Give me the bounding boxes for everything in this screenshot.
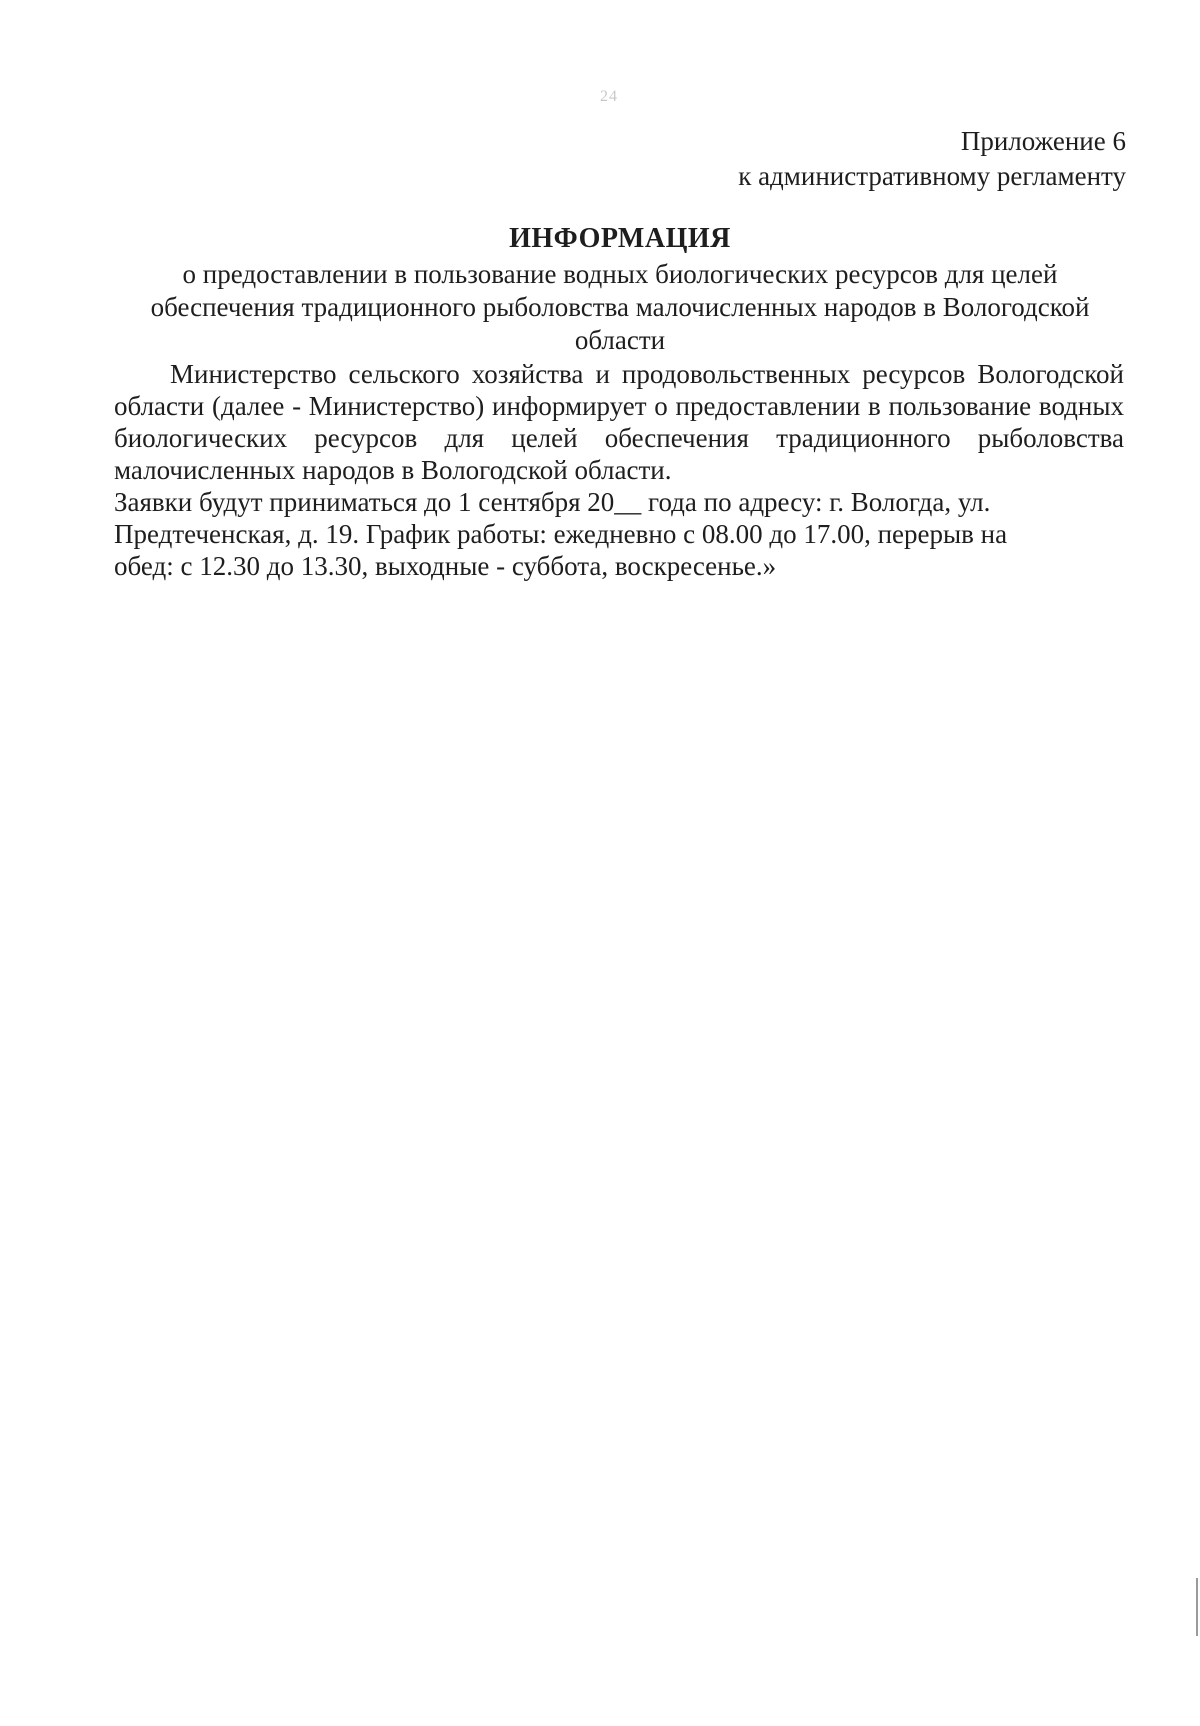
body-paragraph: Министерство сельского хозяйства и продовольственных ресурсов Вологодской области (далее - Министерство) информирует о предоставлении в пользование водных биологических ресурсов для целей обеспечения традиционного рыболовства малочисленных народов в Вологодской области. [114, 359, 1124, 485]
body-line-3: обед: с 12.30 до 13.30, выходные - суббота, воскресенье.» [114, 551, 777, 581]
appendix-number: Приложение 6 [960, 126, 1126, 156]
body-line-1: Заявки будут приниматься до 1 сентября 20__ года по адресу: г. Вологда, ул. [114, 487, 991, 517]
scan-edge-mark [1196, 1578, 1198, 1636]
appendix-regulation: к административному регламенту [738, 161, 1126, 191]
document-subtitle: о предоставлении в пользование водных биологических ресурсов для целей обеспечения традиционного рыболовства малочисленных народов в Вологодской области [150, 259, 1090, 355]
page-number: 24 [600, 88, 618, 105]
title-block [110, 222, 1130, 357]
document-body [114, 358, 1124, 582]
body-line-2: Предтеченская, д. 19. График работы: ежедневно с 08.00 до 17.00, перерыв на [114, 519, 1008, 549]
appendix-reference [738, 124, 1126, 194]
document-title: ИНФОРМАЦИЯ [509, 223, 731, 254]
